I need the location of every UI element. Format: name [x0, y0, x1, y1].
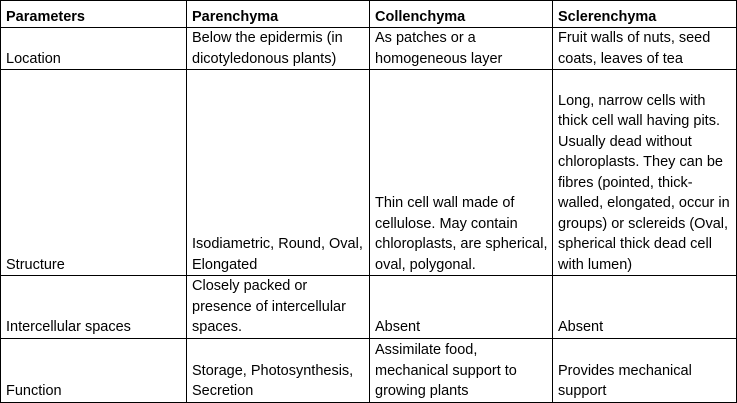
sclerenchyma-cell: Absent: [553, 276, 737, 339]
collenchyma-cell: Assimilate food, mechanical support to growing plants: [370, 338, 553, 402]
table-row-location: [1, 28, 737, 70]
header-parenchyma: Parenchyma: [187, 1, 370, 28]
sclerenchyma-cell: Fruit walls of nuts, seed coats, leaves of tea: [553, 28, 737, 70]
sclerenchyma-cell: Provides mechanical support: [553, 338, 737, 402]
collenchyma-cell: Absent: [370, 276, 553, 339]
parameter-cell: Location: [1, 28, 187, 70]
header-collenchyma: Collenchyma: [370, 1, 553, 28]
header-row: [1, 1, 737, 28]
header-parameters: Parameters: [1, 1, 187, 28]
table-row-function: [1, 338, 737, 402]
collenchyma-cell: As patches or a homogeneous layer: [370, 28, 553, 70]
parenchyma-cell: Isodiametric, Round, Oval, Elongated: [187, 70, 370, 276]
header-sclerenchyma: Sclerenchyma: [553, 1, 737, 28]
parenchyma-cell: Storage, Photosynthesis, Secretion: [187, 338, 370, 402]
table-row-intercellular-spaces: [1, 276, 737, 339]
parameter-cell: Structure: [1, 70, 187, 276]
parenchyma-cell: Below the epidermis (in dicotyledonous plants): [187, 28, 370, 70]
table-row-structure: [1, 70, 737, 276]
parameter-cell: Intercellular spaces: [1, 276, 187, 339]
parameter-cell: Function: [1, 338, 187, 402]
parenchyma-cell: Closely packed or presence of intercellular spaces.: [187, 276, 370, 339]
collenchyma-cell: Thin cell wall made of cellulose. May contain chloroplasts, are spherical, oval, polygonal.: [370, 70, 553, 276]
sclerenchyma-cell: Long, narrow cells with thick cell wall having pits. Usually dead without chloroplasts. They can be fibres (pointed, thick-walled, elongated, occur in groups) or sclereids (Oval, spherical thick dead cell with lumen): [553, 70, 737, 276]
